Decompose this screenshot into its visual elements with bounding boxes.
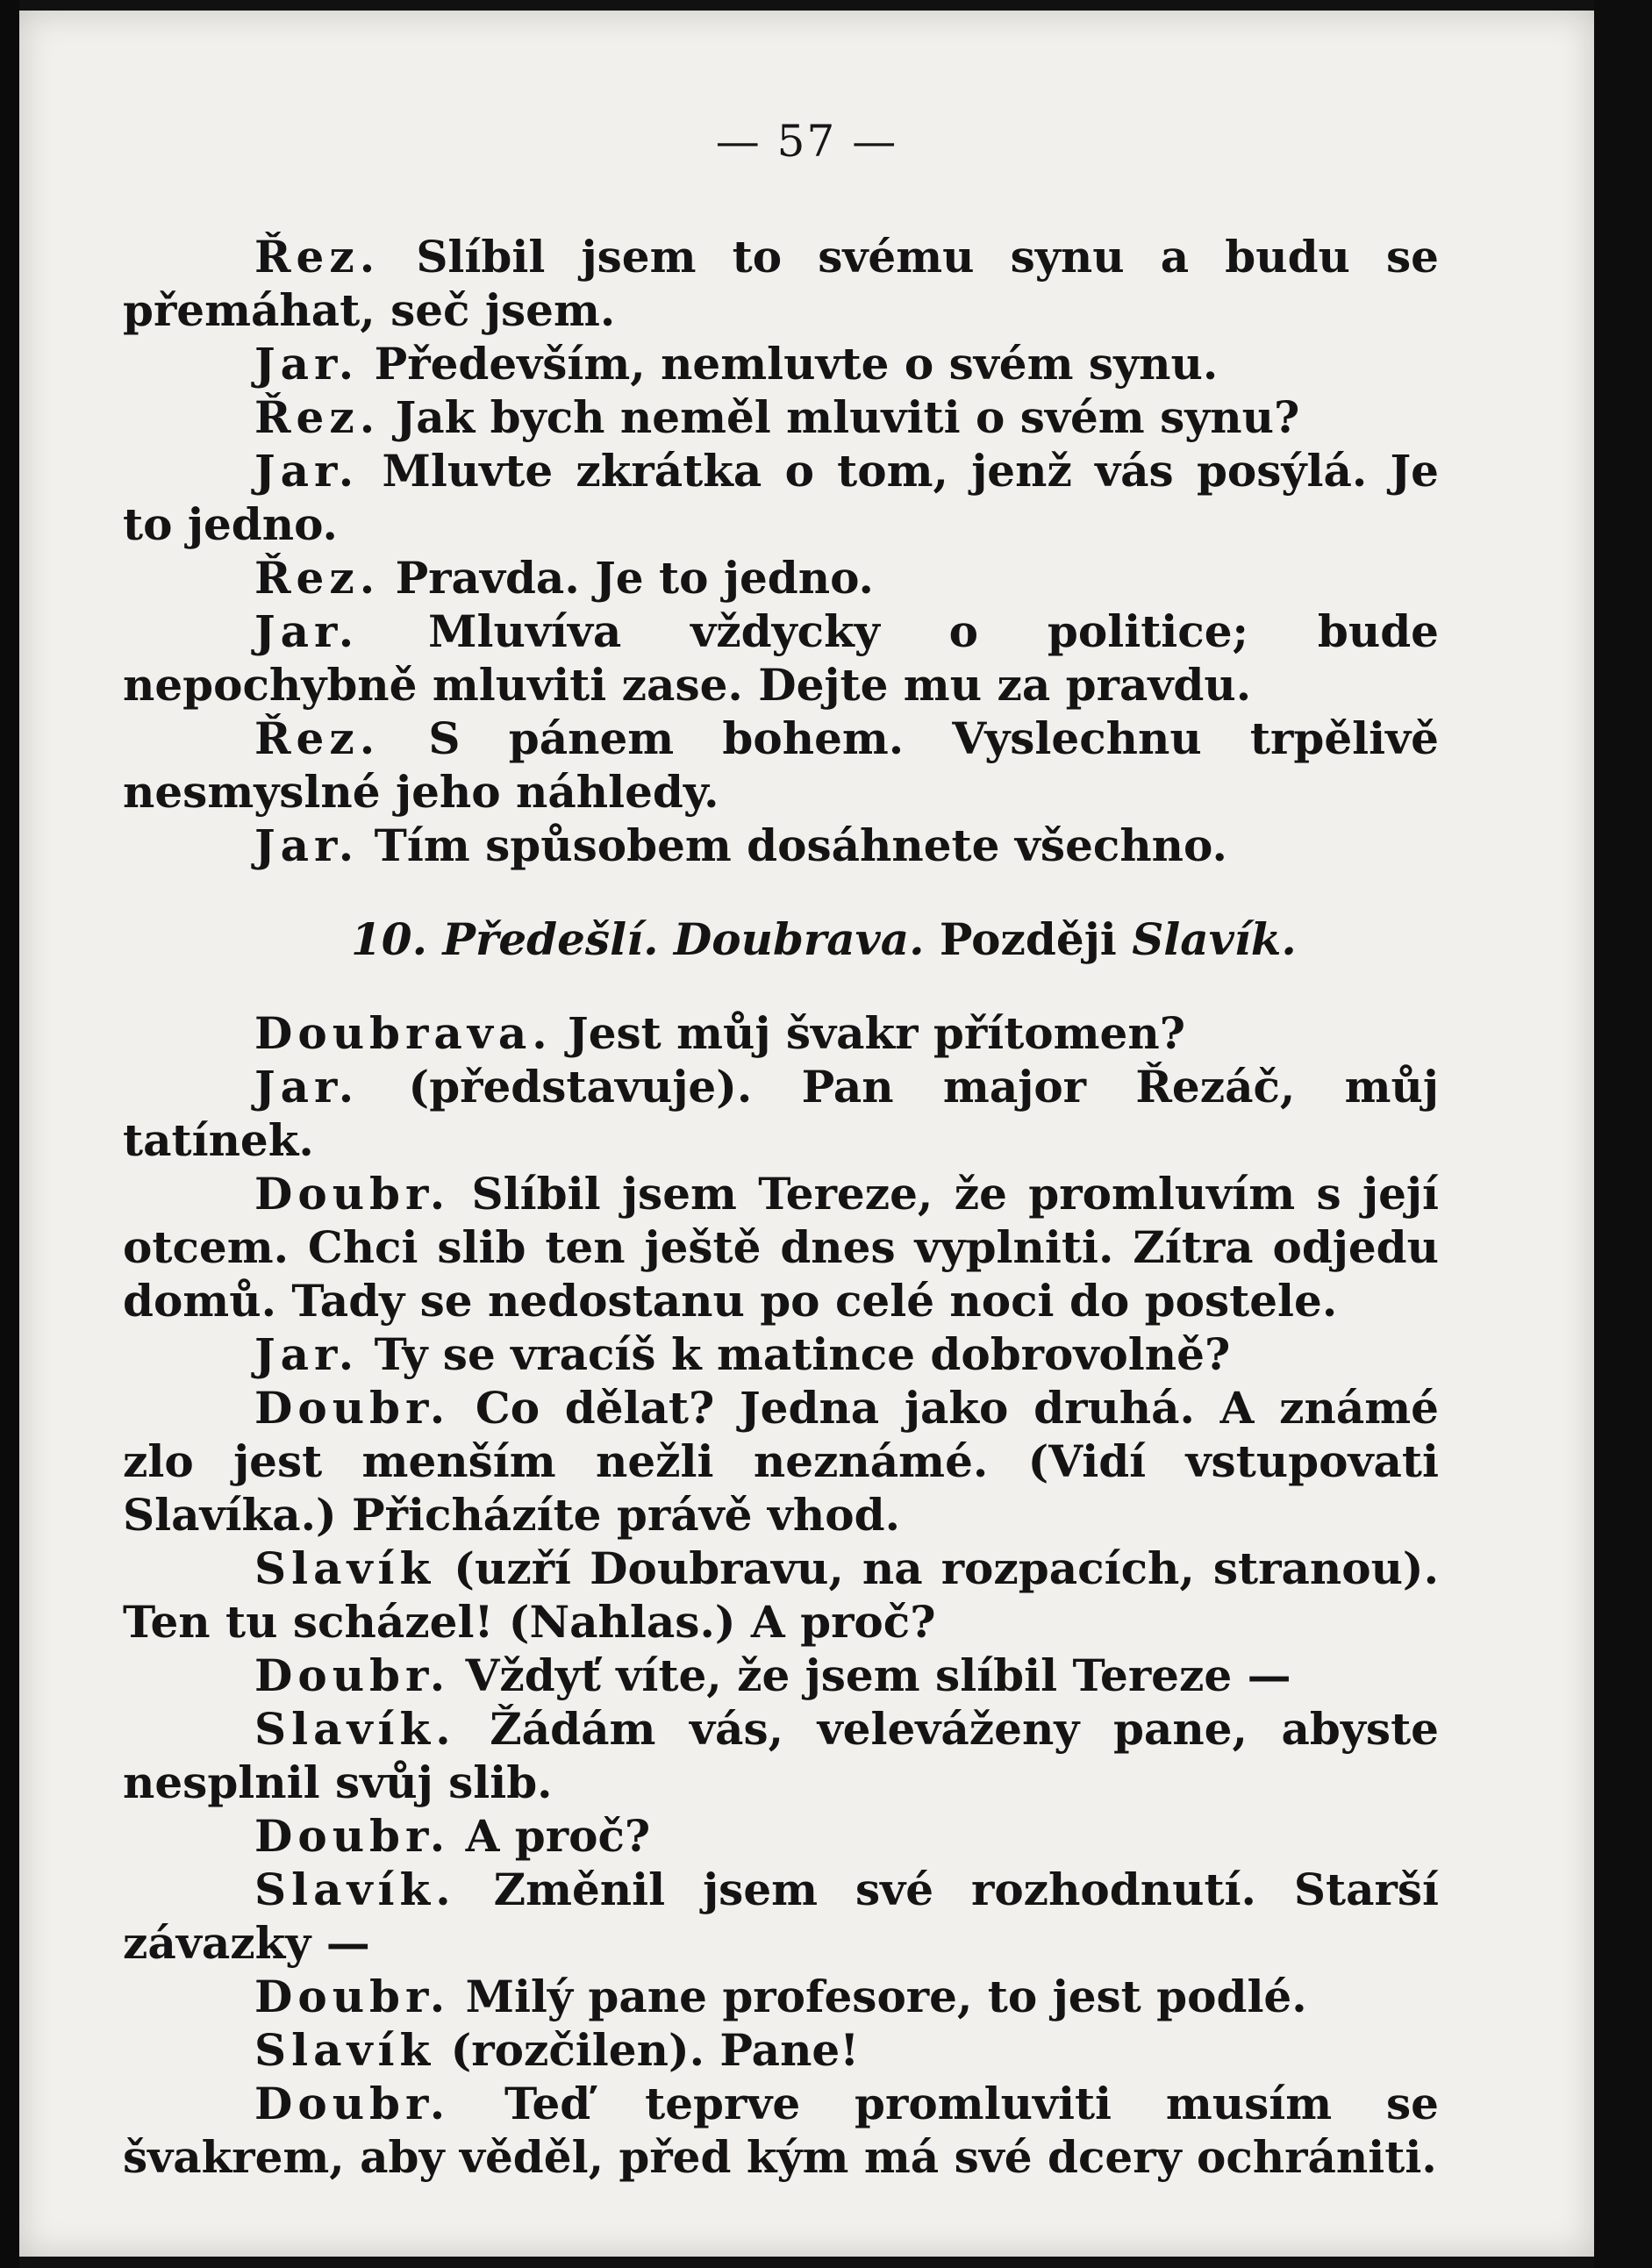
scan-left-edge [0, 0, 19, 2268]
dialogue-line [123, 444, 1439, 551]
speaker-name: Doubr. [254, 1810, 451, 1862]
line-text: Změnil jsem své rozhodnutí. Starší závazky — [123, 1864, 1439, 1969]
scene-later-character: Slavík. [1132, 913, 1297, 965]
speaker-name: Jar. [254, 819, 360, 871]
scene-later: Později [924, 913, 1133, 965]
line-text: (představuje). Pan major Řezáč, můj tatínek. [123, 1061, 1439, 1166]
line-text: Slíbil jsem Tereze, že promluvím s její otcem. Chci slib ten ještě dnes vyplniti. Zítra odjedu domů. Tady se nedostanu po celé noci do postele. [123, 1168, 1439, 1327]
speaker-name: Doubrava. [254, 1007, 553, 1059]
line-text: Pravda. Je to jedno. [380, 552, 874, 604]
speaker-name: Doubr. [254, 1168, 451, 1220]
scene-characters: Předešlí. Doubrava. [427, 913, 925, 965]
dialogue-line [123, 1167, 1439, 1327]
line-text: A proč? [450, 1810, 651, 1862]
line-text: Tím spůsobem dosáhnete všechno. [359, 819, 1227, 871]
dialogue-line [123, 551, 1439, 605]
scan-right-edge [1594, 0, 1652, 2268]
line-text: S pánem bohem. Vyslechnu trpělivě nesmyslné jeho náhledy. [123, 712, 1439, 818]
dialogue-line [123, 1702, 1439, 1809]
line-text: Ty se vracíš k matince dobrovolně? [359, 1328, 1231, 1380]
speaker-name: Slavík. [254, 1703, 456, 1755]
speaker-name: Doubr. [254, 1971, 451, 2022]
page-number: — 57 — [715, 116, 898, 167]
dialogue-line [123, 1060, 1439, 1167]
dialogue-line [123, 819, 1439, 872]
speaker-name: Jar. [254, 605, 360, 657]
dialogue-line [123, 1542, 1439, 1649]
dialogue-line [123, 1970, 1439, 2023]
speaker-name: Slavík [254, 1542, 436, 1594]
scene-heading [123, 912, 1439, 966]
dialogue-line [123, 605, 1439, 712]
line-text: Co dělat? Jedna jako druhá. A známé zlo jest menším nežli neznámé. (Vidí vstupovati Slavíka.) Přicházíte právě vhod. [123, 1382, 1439, 1541]
speaker-name: Řez. [254, 391, 381, 443]
speaker-name: Slavík. [254, 1864, 456, 1915]
speaker-name: Řez. [254, 231, 381, 283]
speaker-name: Řez. [254, 552, 381, 604]
dialogue-line [123, 2077, 1439, 2184]
line-text: Vždyť víte, že jsem slíbil Tereze — [450, 1649, 1291, 1701]
speaker-name: Jar. [254, 1061, 360, 1113]
dialogue-line [123, 230, 1439, 337]
speaker-name: Slavík [254, 2024, 436, 2076]
scene-number: 10. [351, 913, 427, 965]
speaker-name: Doubr. [254, 1649, 451, 1701]
speaker-name: Jar. [254, 338, 360, 390]
dialogue-line [123, 1649, 1439, 1702]
line-text: Slíbil jsem to svému synu a budu se přemáhat, seč jsem. [123, 231, 1439, 336]
speaker-name: Jar. [254, 445, 360, 497]
dialogue-line [123, 1863, 1439, 1970]
line-text: Jest můj švakr přítomen? [552, 1007, 1186, 1059]
speaker-name: Doubr. [254, 1382, 451, 1434]
line-text: (rozčilen). Pane! [435, 2024, 860, 2076]
line-text: Mluvíva vždycky o politice; bude nepochybně mluviti zase. Dejte mu za pravdu. [123, 605, 1439, 711]
line-text: Mluvte zkrátka o tom, jenž vás posýlá. Je to jedno. [123, 445, 1439, 550]
line-text: Především, nemluvte o svém synu. [359, 338, 1219, 390]
book-page [19, 11, 1594, 2257]
speaker-name: Řez. [254, 712, 381, 764]
line-text: Milý pane profesore, to jest podlé. [450, 1971, 1307, 2022]
dialogue-line [123, 337, 1439, 390]
line-text: (uzří Doubravu, na rozpacích, stranou). Ten tu scházel! (Nahlas.) A proč? [123, 1542, 1439, 1648]
line-text: Jak bych neměl mluviti o svém synu? [380, 391, 1300, 443]
dialogue-line [123, 712, 1439, 819]
line-text: Teď teprve promluviti musím se švakrem, aby věděl, před kým má své dcery ochrániti. [123, 2078, 1439, 2183]
page-body [123, 230, 1439, 2184]
dialogue-line [123, 1809, 1439, 1863]
dialogue-line [123, 1327, 1439, 1381]
dialogue-line [123, 1381, 1439, 1542]
dialogue-line [123, 2023, 1439, 2077]
dialogue-line [123, 390, 1439, 444]
speaker-name: Jar. [254, 1328, 360, 1380]
dialogue-line [123, 1006, 1439, 1060]
speaker-name: Doubr. [254, 2078, 451, 2129]
line-text: Žádám vás, veleváženy pane, abyste nesplnil svůj slib. [123, 1703, 1439, 1808]
